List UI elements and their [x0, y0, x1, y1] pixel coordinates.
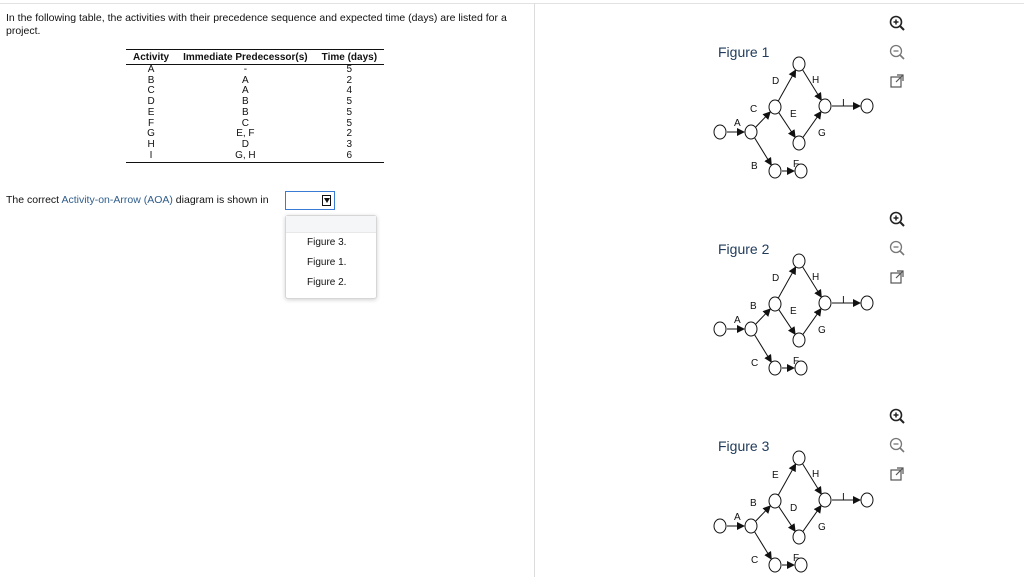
node-circle	[793, 57, 805, 71]
node-circle	[861, 493, 873, 507]
activity-label-i: I	[842, 98, 845, 109]
predecessor-cell: A	[242, 74, 249, 86]
dropdown-option-figure-1[interactable]: Figure 1.	[307, 257, 347, 268]
node-circle	[714, 322, 726, 336]
precedence-table	[126, 49, 384, 163]
node-circle	[769, 297, 781, 311]
question-prefix: The correct	[6, 194, 62, 206]
activity-label-e: D	[790, 503, 798, 514]
node-circle	[819, 296, 831, 310]
activity-label-g: G	[818, 128, 826, 139]
figure-1	[700, 44, 900, 194]
activity-label-e: E	[790, 109, 797, 120]
activity-label-g: G	[818, 325, 826, 336]
aoa-link[interactable]: Activity-on-Arrow (AOA)	[61, 194, 173, 206]
arrow-d	[778, 267, 795, 298]
network-diagram	[700, 241, 900, 391]
table-row	[126, 151, 384, 163]
table-row	[126, 97, 384, 108]
node-circle	[714, 519, 726, 533]
node-circle	[793, 451, 805, 465]
node-circle	[861, 296, 873, 310]
time-cell: 6	[315, 151, 384, 163]
network-diagram	[700, 438, 900, 588]
dropdown-arrow-icon[interactable]	[322, 195, 331, 206]
header-time: Time (days)	[315, 50, 384, 65]
activity-cell: A	[147, 64, 155, 75]
zoom-out-icon[interactable]	[888, 43, 906, 61]
activity-label-a: A	[734, 315, 741, 326]
node-circle	[745, 322, 757, 336]
activity-cell: E	[147, 106, 155, 118]
dropdown-option-blank[interactable]	[286, 216, 376, 233]
table-row	[126, 65, 384, 76]
arrow-up	[756, 506, 770, 521]
activity-label-a: A	[734, 118, 741, 129]
panel-divider	[534, 3, 535, 577]
question-suffix: diagram is shown in	[172, 194, 269, 206]
activity-label-a: A	[734, 512, 741, 523]
open-external-icon[interactable]	[888, 268, 906, 286]
problem-statement: In the following table, the activities with their precedence sequence and expected time (days) are listed for a project.	[6, 12, 507, 37]
activity-label-e: E	[790, 306, 797, 317]
activity-label-f: F	[793, 159, 800, 170]
time-cell: 2	[346, 128, 353, 140]
activity-label-up: B	[750, 498, 757, 509]
predecessor-cell: A	[242, 85, 249, 97]
zoom-out-icon[interactable]	[888, 239, 906, 257]
zoom-in-icon[interactable]	[888, 14, 906, 32]
table-row	[126, 86, 384, 97]
predecessor-cell: C	[241, 117, 249, 129]
activity-label-h: H	[812, 75, 820, 86]
time-cell: 5	[346, 96, 353, 108]
table-row	[126, 119, 384, 130]
dropdown-option-figure-3[interactable]: Figure 3.	[307, 237, 347, 248]
zoom-in-icon[interactable]	[888, 407, 906, 425]
figure-3	[700, 438, 900, 588]
activity-label-f: F	[793, 356, 800, 367]
arrow-d	[778, 464, 795, 495]
predecessor-cell: -	[243, 64, 248, 75]
activity-label-down: B	[751, 161, 758, 172]
node-circle	[745, 519, 757, 533]
open-external-icon[interactable]	[888, 72, 906, 90]
top-border	[0, 3, 1024, 4]
node-circle	[745, 125, 757, 139]
dropdown-option-figure-2[interactable]: Figure 2.	[307, 277, 347, 288]
time-cell: 3	[346, 138, 353, 150]
activity-label-down: C	[751, 555, 759, 566]
activity-label-d: D	[772, 76, 780, 87]
arrow-up	[756, 309, 770, 324]
predecessor-cell: G, H	[176, 151, 315, 163]
activity-label-d: E	[772, 470, 779, 481]
figure-2	[700, 241, 900, 391]
node-circle	[769, 164, 781, 178]
activity-cell: H	[147, 138, 155, 150]
activity-cell: G	[147, 128, 155, 140]
node-circle	[793, 254, 805, 268]
node-circle	[769, 100, 781, 114]
time-cell: 5	[346, 117, 353, 129]
activity-label-d: D	[772, 273, 780, 284]
node-circle	[793, 530, 805, 544]
arrow-d	[778, 70, 795, 101]
node-circle	[769, 494, 781, 508]
zoom-out-icon[interactable]	[888, 436, 906, 454]
activity-label-h: H	[812, 272, 820, 283]
time-cell: 4	[346, 85, 353, 97]
activity-label-up: B	[750, 301, 757, 312]
figure-title: Figure 3	[718, 438, 770, 454]
table-header-row	[126, 50, 384, 65]
node-circle	[793, 136, 805, 150]
predecessor-cell: D	[241, 138, 249, 150]
activity-cell: F	[148, 117, 155, 129]
table-row	[126, 129, 384, 140]
activity-label-h: H	[812, 469, 820, 480]
question-text	[6, 194, 269, 206]
activity-label-up: C	[750, 104, 758, 115]
table-row	[126, 108, 384, 119]
dropdown-menu	[285, 215, 377, 299]
predecessor-cell: B	[242, 106, 249, 118]
header-predecessors: Immediate Predecessor(s)	[176, 50, 315, 65]
header-activity: Activity	[126, 50, 176, 65]
activity-label-i: I	[842, 295, 845, 306]
node-circle	[769, 558, 781, 572]
predecessor-cell: E, F	[236, 128, 255, 140]
time-cell: 2	[346, 74, 353, 86]
answer-dropdown[interactable]	[285, 191, 335, 210]
time-cell: 5	[346, 64, 353, 75]
activity-cell: C	[147, 85, 155, 97]
open-external-icon[interactable]	[888, 465, 906, 483]
node-circle	[793, 333, 805, 347]
table-row	[126, 76, 384, 87]
activity-cell: B	[147, 74, 155, 86]
node-circle	[819, 493, 831, 507]
activity-label-f: F	[793, 553, 800, 564]
activity-label-down: C	[751, 358, 759, 369]
node-circle	[861, 99, 873, 113]
node-circle	[769, 361, 781, 375]
figure-title: Figure 1	[718, 44, 770, 60]
network-diagram	[700, 44, 900, 194]
node-circle	[714, 125, 726, 139]
arrow-up	[756, 112, 770, 127]
predecessor-cell: B	[242, 96, 249, 108]
activity-label-i: I	[842, 492, 845, 503]
zoom-in-icon[interactable]	[888, 210, 906, 228]
activity-cell: D	[147, 96, 155, 108]
time-cell: 5	[346, 106, 353, 118]
activity-cell: I	[126, 151, 176, 163]
figure-title: Figure 2	[718, 241, 770, 257]
activity-label-g: G	[818, 522, 826, 533]
node-circle	[819, 99, 831, 113]
